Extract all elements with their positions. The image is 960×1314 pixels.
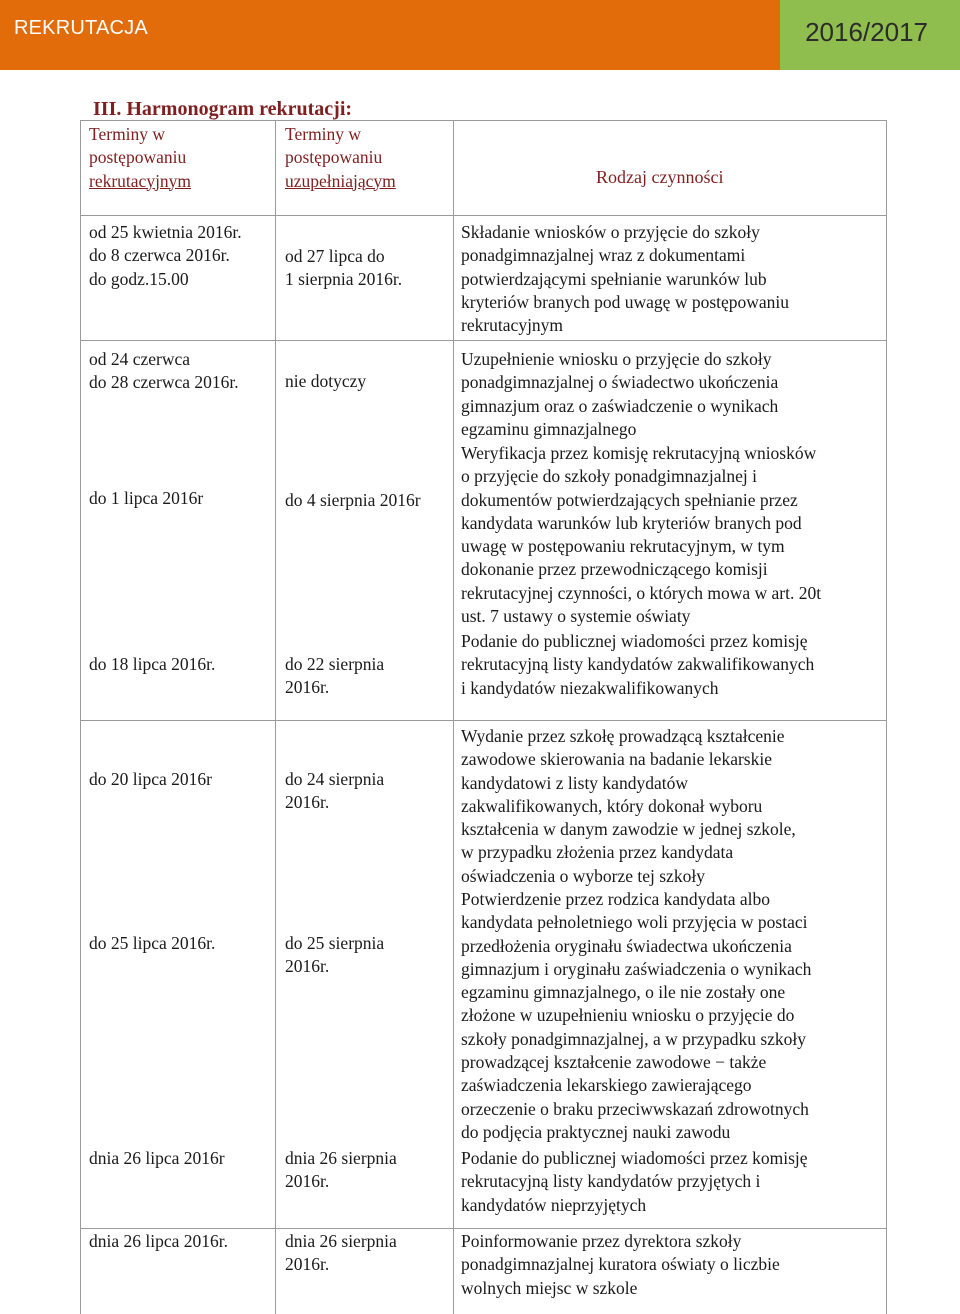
cell-line: do 18 lipca 2016r.: [89, 654, 216, 674]
cell-line: rekrutacyjną listy kandydatów przyjętych i: [461, 1171, 761, 1192]
cell-line: do godz.15.00: [89, 268, 189, 289]
cell-line: ust. 7 ustawy o systemie oświaty: [461, 606, 691, 627]
cell-line: gimnazjum i oryginału zaświadczenia o wynikach: [461, 958, 812, 979]
row-8-term-supplementary: [285, 1230, 450, 1277]
table-border-left: [80, 120, 81, 1314]
cell-line: złożone w uzupełnieniu wniosku o przyjęcie do: [461, 1005, 795, 1026]
cell-line: do 1 lipca 2016r: [89, 488, 204, 508]
cell-line: do 8 czerwca 2016r.: [89, 245, 230, 266]
row-5-activity: [461, 725, 881, 888]
table-border-right: [886, 120, 887, 1314]
cell-line: dokonanie przez przewodniczącego komisji: [461, 559, 768, 580]
cell-line: i kandydatów niezakwalifikowanych: [461, 677, 719, 698]
cell-line: kryteriów branych pod uwagę w postępowaniu: [461, 291, 790, 312]
header-col-supplementary: [285, 123, 450, 193]
cell-line: do 28 czerwca 2016r.: [89, 372, 239, 393]
row-5-term-supplementary: [285, 768, 450, 815]
row-3-term-supplementary: [285, 489, 450, 512]
banner-left-bar: [0, 0, 780, 70]
cell-line: dokumentów potwierdzających spełnianie przez: [461, 489, 798, 510]
banner-year: 2016/2017: [805, 17, 928, 47]
header-col2-line2: postępowaniu: [285, 147, 383, 168]
header-col2-line1: Terminy w: [285, 124, 362, 144]
cell-line: kandydatowi z listy kandydatów: [461, 772, 688, 793]
cell-line: 2016r.: [285, 956, 330, 977]
row-1-term-supplementary: [285, 245, 450, 292]
cell-line: kandydatów nieprzyjętych: [461, 1194, 647, 1215]
cell-line: orzeczenie o braku przeciwwskazań zdrowotnych: [461, 1098, 809, 1119]
cell-line: ponadgimnazjalnej o świadectwo ukończenia: [461, 372, 779, 393]
cell-line: Poinformowanie przez dyrektora szkoły: [461, 1231, 742, 1251]
row-2-term-supplementary: [285, 370, 450, 393]
row-1-activity: [461, 221, 881, 337]
header-col2-line3: uzupełniającym: [285, 170, 396, 191]
section-title: III. Harmonogram rekrutacji:: [93, 98, 353, 120]
table-border-top: [80, 120, 887, 121]
row-7-term-supplementary: [285, 1147, 450, 1194]
row-5-term-recruitment: [89, 768, 274, 791]
cell-line: zakwalifikowanych, który dokonał wyboru: [461, 795, 763, 816]
cell-line: egzaminu gimnazjalnego: [461, 418, 637, 439]
cell-line: 2016r.: [285, 1171, 330, 1192]
table-divider-col2: [453, 120, 454, 1314]
cell-line: wolnych miejsc w szkole: [461, 1277, 638, 1298]
row-3-term-recruitment: [89, 487, 274, 510]
header-col1-line2: postępowaniu: [89, 147, 187, 168]
row-6-term-supplementary: [285, 932, 450, 979]
cell-line: Podanie do publicznej wiadomości przez komisję: [461, 1148, 808, 1168]
table-header-divider: [80, 215, 887, 216]
header-col-activity: Rodzaj czynności: [596, 167, 724, 187]
cell-line: od 24 czerwca: [89, 349, 191, 369]
cell-line: 2016r.: [285, 1254, 330, 1275]
cell-line: Wydanie przez szkołę prowadzącą kształcenie: [461, 726, 785, 746]
table-divider-row8: [80, 1228, 887, 1229]
row-2-term-recruitment: [89, 348, 274, 395]
row-4-activity: [461, 630, 881, 700]
cell-line: zaświadczenia lekarskiego zawierającego: [461, 1075, 752, 1096]
table-divider-col1: [275, 120, 276, 1314]
cell-line: 2016r.: [285, 792, 330, 813]
row-7-term-recruitment: [89, 1147, 274, 1170]
cell-line: od 25 kwietnia 2016r.: [89, 222, 242, 242]
cell-line: do 4 sierpnia 2016r: [285, 490, 421, 510]
cell-line: Składanie wniosków o przyjęcie do szkoły: [461, 222, 760, 242]
cell-line: zawodowe skierowania na badanie lekarskie: [461, 749, 772, 770]
cell-line: egzaminu gimnazjalnego, o ile nie zostały one: [461, 982, 786, 1003]
cell-line: nie dotyczy: [285, 371, 367, 391]
row-6-term-recruitment: [89, 932, 274, 955]
cell-line: od 27 lipca do: [285, 246, 385, 266]
cell-line: rekrutacyjną listy kandydatów zakwalifikowanych: [461, 654, 815, 675]
cell-line: dnia 26 lipca 2016r: [89, 1148, 225, 1168]
cell-line: oświadczenia o wyborze tej szkoły: [461, 865, 705, 886]
cell-line: dnia 26 sierpnia: [285, 1148, 397, 1168]
row-4-term-supplementary: [285, 653, 450, 700]
cell-line: prowadzącej kształcenie zawodowe − także: [461, 1052, 767, 1073]
banner-title: REKRUTACJA: [14, 17, 148, 39]
row-6-activity: [461, 888, 881, 1144]
cell-line: kandydata warunków lub kryteriów branych pod: [461, 512, 802, 533]
cell-line: w przypadku złożenia przez kandydata: [461, 842, 734, 863]
cell-line: do 25 sierpnia: [285, 933, 385, 953]
cell-line: uwagę w postępowaniu rekrutacyjnym, w tym: [461, 536, 785, 557]
cell-line: Potwierdzenie przez rodzica kandydata albo: [461, 889, 771, 909]
header-col1-line1: Terminy w: [89, 124, 166, 144]
cell-line: do 22 sierpnia: [285, 654, 385, 674]
cell-line: kandydata pełnoletniego woli przyjęcia w postaci: [461, 912, 808, 933]
cell-line: szkoły ponadgimnazjalnej, a w przypadku szkoły: [461, 1028, 807, 1049]
cell-line: Podanie do publicznej wiadomości przez komisję: [461, 631, 808, 651]
cell-line: do 25 lipca 2016r.: [89, 933, 216, 953]
cell-line: rekrutacyjnej czynności, o których mowa w art. 20t: [461, 582, 822, 603]
cell-line: ponadgimnazjalnej kuratora oświaty o liczbie: [461, 1254, 780, 1275]
cell-line: przedłożenia oryginału świadectwa ukończenia: [461, 935, 792, 956]
row-1-term-recruitment: [89, 221, 274, 291]
header-col1-line3: rekrutacyjnym: [89, 170, 192, 191]
cell-line: kształcenia w danym zawodzie w jednej szkole,: [461, 819, 796, 840]
row-7-activity: [461, 1147, 881, 1217]
row-2-activity: [461, 348, 881, 441]
cell-line: Uzupełnienie wniosku o przyjęcie do szkoły: [461, 349, 772, 369]
cell-line: o przyjęcie do szkoły ponadgimnazjalnej i: [461, 466, 757, 487]
cell-line: potwierdzającymi spełnianie warunków lub: [461, 268, 767, 289]
row-3-activity: [461, 442, 881, 628]
cell-line: 2016r.: [285, 677, 330, 698]
row-8-term-recruitment: [89, 1230, 274, 1253]
table-divider-row5: [80, 720, 887, 721]
cell-line: gimnazjum oraz o zaświadczenie o wynikach: [461, 395, 779, 416]
cell-line: 1 sierpnia 2016r.: [285, 269, 403, 290]
cell-line: do 24 sierpnia: [285, 769, 385, 789]
row-4-term-recruitment: [89, 653, 274, 676]
cell-line: dnia 26 lipca 2016r.: [89, 1231, 229, 1251]
cell-line: ponadgimnazjalnej wraz z dokumentami: [461, 245, 746, 266]
cell-line: rekrutacyjnym: [461, 315, 564, 336]
header-banner: [0, 0, 960, 70]
cell-line: dnia 26 sierpnia: [285, 1231, 397, 1251]
cell-line: do 20 lipca 2016r: [89, 769, 212, 789]
cell-line: do podjęcia praktycznej nauki zawodu: [461, 1121, 731, 1142]
table-divider-row2: [80, 340, 887, 341]
row-8-activity: [461, 1230, 881, 1300]
banner-right-bar: [780, 0, 960, 70]
header-col-recruitment: [89, 123, 274, 193]
cell-line: Weryfikacja przez komisję rekrutacyjną wniosków: [461, 443, 817, 463]
